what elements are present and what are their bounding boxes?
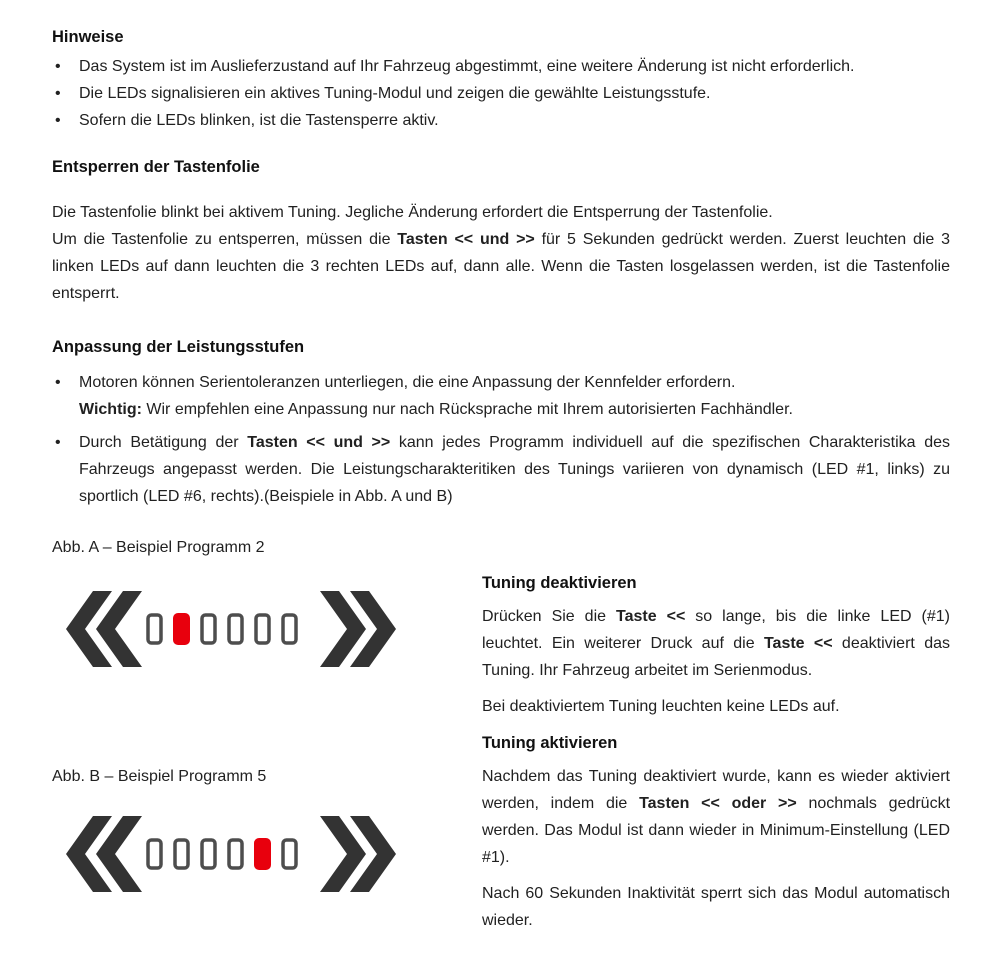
led-inactive [283, 615, 296, 643]
figures-column [52, 534, 482, 943]
figure-a-led-display [66, 591, 396, 667]
text: Durch Betätigung der [79, 434, 248, 451]
led-row [148, 838, 296, 870]
list-item-text [79, 85, 710, 102]
section-title-hinweise: Hinweise [52, 28, 124, 46]
text: Um die Tastenfolie zu entsperren, müssen die [52, 231, 398, 248]
bold-text: Tasten << und >> [247, 434, 391, 451]
text: Drücken Sie die [482, 608, 617, 625]
led-inactive [229, 840, 242, 868]
led-row [148, 613, 296, 645]
text: Nach 60 Sekunden Inaktivität sperrt sich das Modul automatisch wieder. [482, 885, 950, 929]
list-item-text [79, 396, 950, 423]
paragraph [482, 763, 950, 871]
led-inactive [202, 615, 215, 643]
list-item [52, 107, 950, 134]
list-item [52, 53, 950, 80]
paragraph-line [52, 199, 950, 226]
bullet-marker: • [55, 374, 61, 391]
list-item-text [79, 369, 950, 396]
bullet-marker: • [55, 434, 61, 451]
paragraph [482, 880, 950, 934]
bullet-marker: • [55, 58, 61, 75]
figure-b-led-display [66, 816, 396, 892]
text: Nachdem das Tuning deaktiviert wurde, kann es wieder aktiviert werden, indem die [482, 768, 950, 812]
paragraph [482, 693, 950, 720]
led-inactive [256, 615, 269, 643]
text: Sofern die LEDs blinken, ist die Tastensperre aktiv. [79, 112, 439, 129]
led-inactive [148, 615, 161, 643]
text: Die Tastenfolie blinkt bei aktivem Tuning. Jegliche Änderung erfordert die Entsperrung der Tastenfolie. [52, 204, 773, 221]
section-title-entsperren: Entsperren der Tastenfolie [52, 158, 260, 176]
text: für 5 Sekunden gedrückt werden. Zuerst leuchten die 3 linken LEDs auf dann leuchten die 3 rechten LEDs auf, dann alle. Wenn die Tasten losgelassen werden, ist die Tastenfolie entsperrt. [52, 231, 951, 302]
bold-text: Tasten << oder >> [639, 795, 797, 812]
text: so lange, bis die linke LED (#1) leuchtet. Ein weiterer Druck auf die [482, 608, 950, 652]
led-inactive [148, 840, 161, 868]
text: Bei deaktiviertem Tuning leuchten keine LEDs auf. [482, 698, 840, 715]
bullet-marker: • [55, 112, 61, 129]
bold-text: Tasten << und >> [397, 231, 535, 248]
instructions-column [482, 534, 950, 943]
list-item [52, 80, 950, 107]
section-title-tuning-aktivieren: Tuning aktivieren [482, 734, 618, 752]
text: Die LEDs signalisieren ein aktives Tuning-Modul und zeigen die gewählte Leistungsstufe. [79, 85, 711, 102]
list-item [52, 369, 950, 423]
section-title-anpassung: Anpassung der Leistungsstufen [52, 338, 305, 356]
bullet-marker: • [55, 85, 61, 102]
text: Motoren können Serientoleranzen unterliegen, die eine Anpassung der Kennfelder erfordern. [79, 374, 736, 391]
bold-text: Wichtig: [79, 401, 142, 418]
text: deaktiviert das Tuning. Ihr Fahrzeug arbeitet im Serienmodus. [482, 635, 950, 679]
list-item [52, 429, 950, 510]
list-item-text [79, 58, 854, 75]
led-active [173, 613, 190, 645]
text: Das System ist im Auslieferzustand auf Ihr Fahrzeug abgestimmt, eine weitere Änderung ist nicht erforderlich. [79, 58, 855, 75]
text: kann jedes Programm individuell auf die spezifischen Charakteristika des Fahrzeugs angepasst werden. Die Leistungscharakteritiken des Tunings variieren von dynamisch (LED #1, links) zu sportlich (LED #6, rechts).(Beispiele in Abb. A und B) [79, 434, 950, 505]
bold-text: Taste << [616, 608, 686, 625]
two-column-section [52, 534, 950, 943]
figure-b-label: Abb. B – Beispiel Programm 5 [52, 768, 267, 785]
led-inactive [229, 615, 242, 643]
led-inactive [202, 840, 215, 868]
paragraph [52, 226, 950, 307]
led-inactive [175, 840, 188, 868]
text: Wir empfehlen eine Anpassung nur nach Rücksprache mit Ihrem autorisierten Fachhändler. [141, 401, 793, 418]
bold-text: Taste << [763, 635, 833, 652]
text: nochmals gedrückt werden. Das Modul ist dann wieder in Minimum-Einstellung (LED #1). [482, 795, 951, 866]
hinweise-bullet-list [52, 53, 950, 134]
list-item-text [79, 434, 950, 505]
section-title-tuning-deaktivieren: Tuning deaktivieren [482, 574, 637, 592]
led-active [254, 838, 271, 870]
paragraph [482, 603, 950, 684]
led-inactive [283, 840, 296, 868]
list-item-text [79, 112, 439, 129]
figure-a-label: Abb. A – Beispiel Programm 2 [52, 539, 265, 556]
